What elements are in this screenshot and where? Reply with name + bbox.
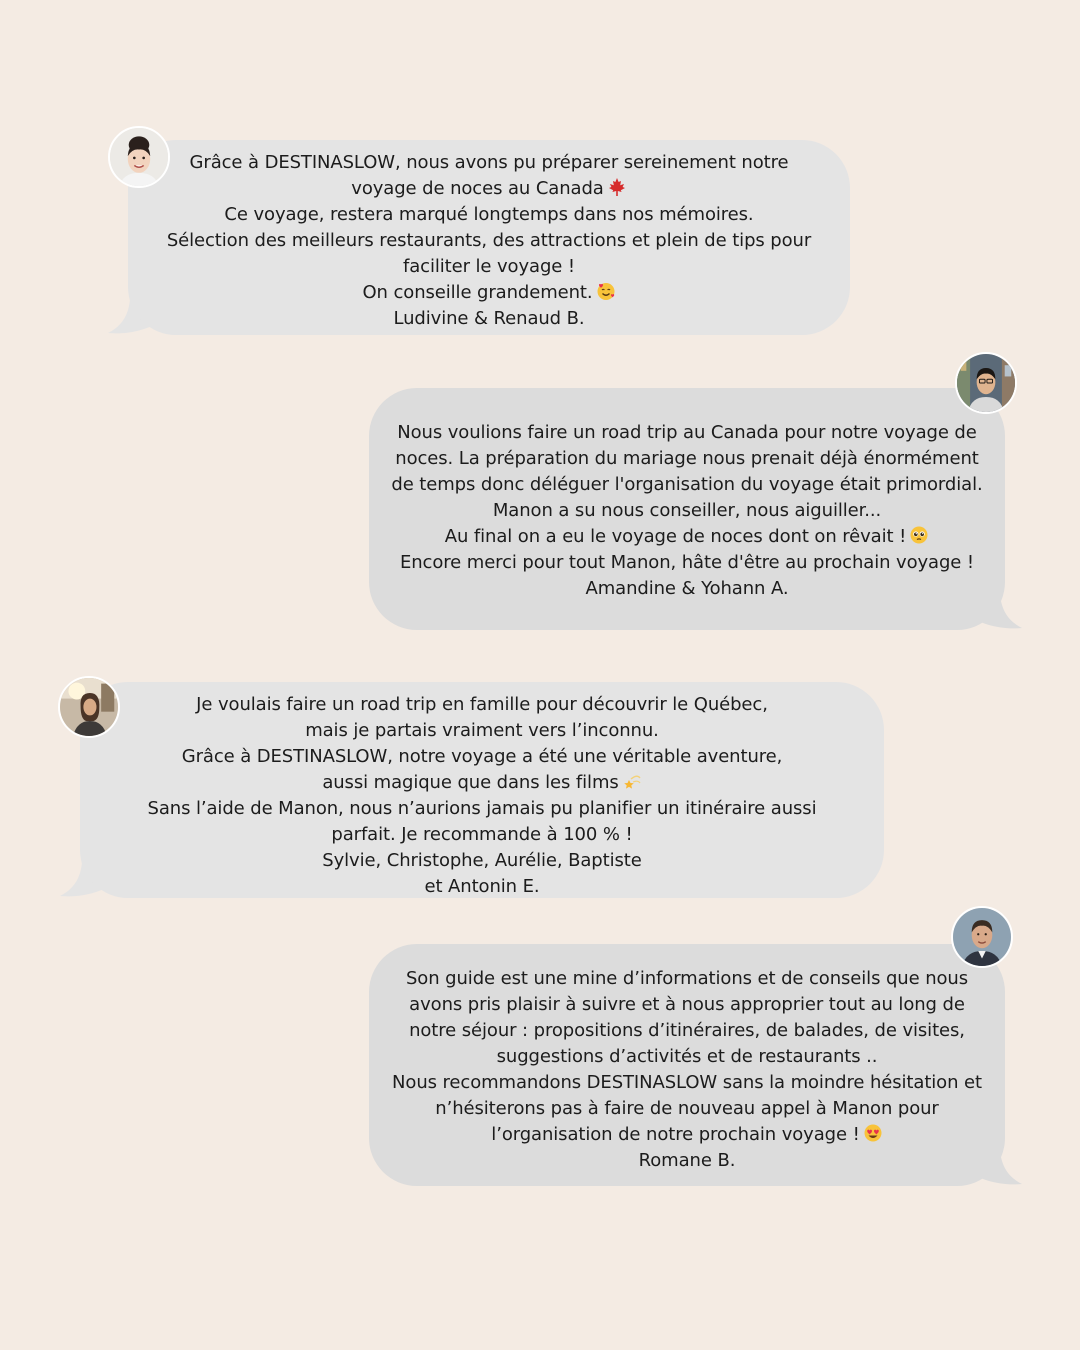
testimonial-line: Sélection des meilleurs restaurants, des attractions et plein de tips pour	[166, 230, 812, 251]
maple-leaf-icon	[607, 177, 627, 197]
testimonial-line: Son guide est une mine d’informations et de conseils que nous	[405, 968, 969, 989]
testimonial-line: l’organisation de notre prochain voyage !	[491, 1124, 860, 1145]
testimonial-line: Je voulais faire un road trip en famille pour découvrir le Québec,	[196, 694, 768, 715]
testimonial-line: suggestions d’activités et de restaurants ..	[496, 1046, 878, 1067]
testimonial-line: Amandine & Yohann A.	[585, 578, 789, 599]
testimonial-line: On conseille grandement.	[362, 282, 593, 303]
smiling-face-with-hearts-icon	[596, 281, 616, 301]
testimonial-line: faciliter le voyage !	[402, 256, 575, 277]
testimonial-line: Encore merci pour tout Manon, hâte d'être au prochain voyage !	[399, 552, 975, 573]
testimonial-line: mais je partais vraiment vers l’inconnu.	[305, 720, 659, 741]
testimonial-line: n’hésiterons pas à faire de nouveau appel à Manon pour	[435, 1098, 939, 1119]
testimonial-line: Nous recommandons DESTINASLOW sans la moindre hésitation et	[392, 1072, 982, 1093]
testimonial-line: Grâce à DESTINASLOW, nous avons pu préparer sereinement notre	[189, 152, 789, 173]
heart-eyes-icon	[863, 1123, 883, 1143]
testimonial-line: Grâce à DESTINASLOW, notre voyage a été une véritable aventure,	[181, 746, 783, 767]
testimonial-line: et Antonin E.	[424, 876, 540, 897]
testimonial-line: Ludivine & Renaud B.	[393, 308, 585, 329]
avatar	[951, 906, 1013, 968]
testimonial-line: Ce voyage, restera marqué longtemps dans nos mémoires.	[224, 204, 754, 225]
testimonial-line: Sylvie, Christophe, Aurélie, Baptiste	[322, 850, 642, 871]
testimonial-line: Romane B.	[638, 1150, 736, 1171]
avatar	[955, 352, 1017, 414]
dizzy-star-icon	[622, 771, 642, 791]
testimonial-bubble-1	[128, 140, 850, 335]
testimonial-line: de temps donc déléguer l'organisation du voyage était primordial.	[391, 474, 983, 495]
avatar	[108, 126, 170, 188]
testimonial-bubble-3	[80, 682, 884, 898]
testimonial-line: parfait. Je recommande à 100 % !	[331, 824, 633, 845]
testimonial-line: Sans l’aide de Manon, nous n’aurions jamais pu planifier un itinéraire aussi	[147, 798, 817, 819]
testimonial-line: Manon a su nous conseiller, nous aiguiller...	[492, 500, 882, 521]
testimonial-line: Nous voulions faire un road trip au Canada pour notre voyage de	[397, 422, 977, 443]
testimonial-line: notre séjour : propositions d’itinéraires, de balades, de visites,	[409, 1020, 965, 1041]
testimonial-line: aussi magique que dans les films	[322, 772, 619, 793]
testimonial-line: Au final on a eu le voyage de noces dont on rêvait !	[444, 526, 907, 547]
testimonial-line: avons pris plaisir à suivre et à nous approprier tout au long de	[409, 994, 965, 1015]
pleading-face-icon	[909, 525, 929, 545]
testimonial-bubble-2	[369, 388, 1005, 630]
testimonial-line: noces. La préparation du mariage nous prenait déjà énormément	[395, 448, 979, 469]
testimonial-bubble-4	[369, 944, 1005, 1186]
avatar	[58, 676, 120, 738]
testimonial-line: voyage de noces au Canada	[351, 178, 604, 199]
